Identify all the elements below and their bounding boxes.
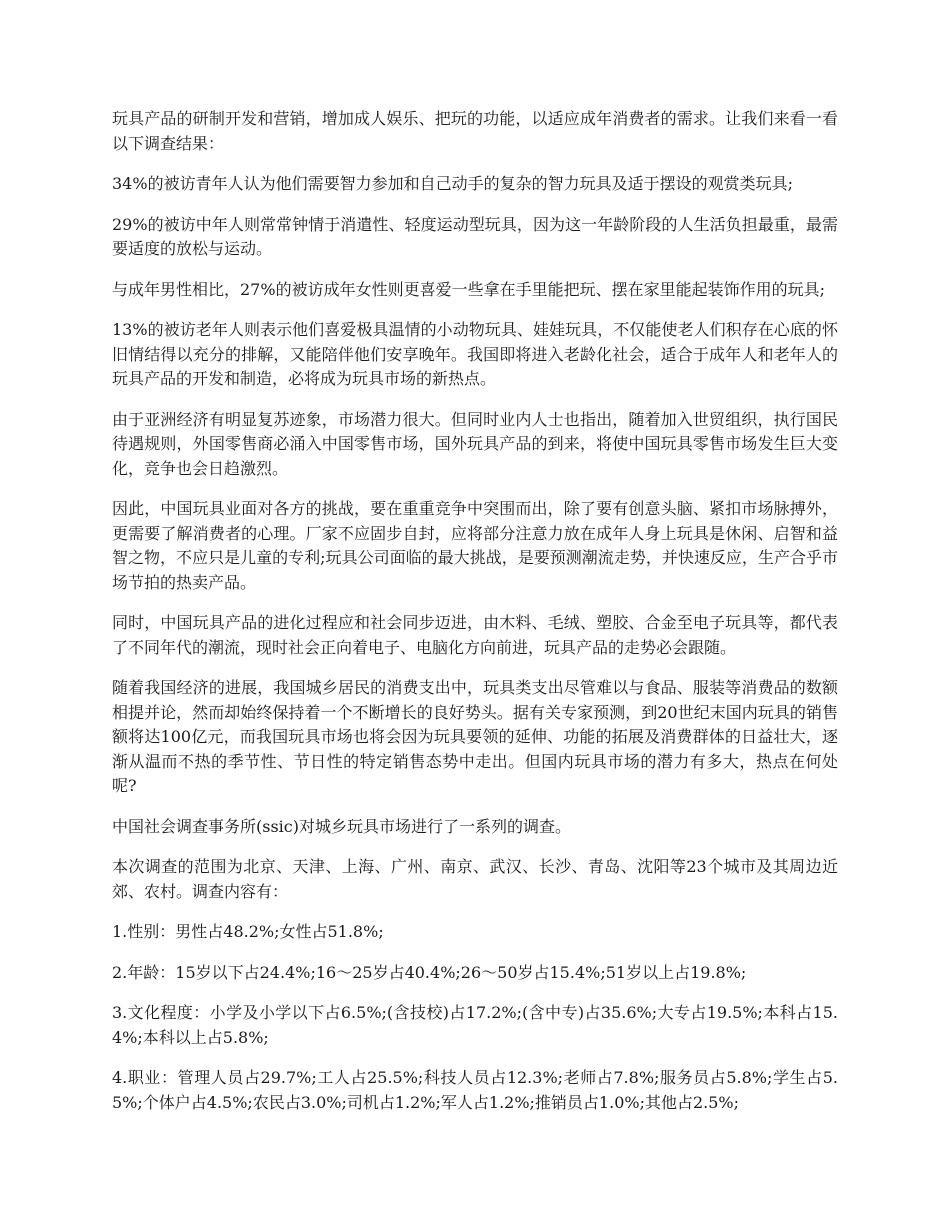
paragraph-9: 随着我国经济的进展，我国城乡居民的消费支出中，玩具类支出尽管难以与食品、服装等消费品的数额相提并论，然而却始终保持着一个不断增长的良好势头。据有关专家预测，到20世纪末国内玩具的销售额将达100亿元，而我国玩具市场也将会因为玩具要领的延伸、功能的拓展及消费群体的日益壮大，逐渐从温而不热的季节性、节日性的特定销售态势中走出。但国内玩具市场的潜力有多大，热点在何处呢?: [112, 678, 838, 795]
paragraph-6: 由于亚洲经济有明显复苏迹象，市场潜力很大。但同时业内人士也指出，随着加入世贸组织，执行国民待遇规则，外国零售商必涌入中国零售市场，国外玩具产品的到来，将使中国玩具零售市场发生巨大变化，竞争也会日趋激烈。: [112, 409, 838, 478]
paragraph-2: 34%的被访青年人认为他们需要智力参加和自己动手的复杂的智力玩具及适于摆设的观赏类玩具;: [112, 174, 793, 193]
list-item-age: 2.年龄：15岁以下占24.4%;16～25岁占40.4%;26～50岁占15.4%;51岁以上占19.8%;: [112, 962, 747, 982]
list-item-gender: 1.性别：男性占48.2%;女性占51.8%;: [112, 922, 384, 941]
paragraph-3: 29%的被访中年人则常常钟情于消遣性、轻度运动型玩具，因为这一年龄阶段的人生活负担最重，最需要适度的放松与运动。: [112, 214, 838, 258]
paragraph-7: 因此，中国玩具业面对各方的挑战，要在重重竞争中突围而出，除了要有创意头脑、紧扣市场脉搏外，更需要了解消费者的心理。厂家不应固步自封，应将部分注意力放在成年人身上玩具是休闲、启智和益智之物，不应只是儿童的专利;玩具公司面临的最大挑战，是要预测潮流走势，并快速反应，生产合乎市场节拍的热卖产品。: [112, 499, 838, 592]
list-item-education: 3.文化程度：小学及小学以下占6.5%;(含技校)占17.2%;(含中专)占35.6%;大专占19.5%;本科占15.4%;本科以上占5.8%;: [112, 1003, 838, 1047]
paragraph-11: 本次调查的范围为北京、天津、上海、广州、南京、武汉、长沙、青岛、沈阳等23个城市及其周边近郊、农村。调查内容有：: [112, 857, 838, 901]
paragraph-1: 玩具产品的研制开发和营销，增加成人娱乐、把玩的功能，以适应成年消费者的需求。让我们来看一看以下调查结果：: [112, 109, 838, 153]
paragraph-5: 13%的被访老年人则表示他们喜爱极具温情的小动物玩具、娃娃玩具，不仅能使老人们积存在心底的怀旧情结得以充分的排解，又能陪伴他们安享晚年。我国即将进入老龄化社会，适合于成年人和老年人的玩具产品的开发和制造，必将成为玩具市场的新热点。: [112, 320, 838, 388]
paragraph-4: 与成年男性相比，27%的被访成年女性则更喜爱一些拿在手里能把玩、摆在家里能起装饰作用的玩具;: [112, 279, 825, 299]
paragraph-10: 中国社会调查事务所(ssic)对城乡玩具市场进行了一系列的调查。: [112, 816, 571, 836]
list-item-occupation: 4.职业：管理人员占29.7%;工人占25.5%;科技人员占12.3%;老师占7.8%;服务员占5.8%;学生占5.5%;个体户占4.5%;农民占3.0%;司机占1.2%;军人占1.2%;推销员占1.0%;其他占2.5%;: [112, 1068, 838, 1112]
paragraph-8: 同时，中国玩具产品的进化过程应和社会同步迈进，由木料、毛绒、塑胶、合金至电子玩具等，都代表了不同年代的潮流，现时社会正向着电子、电脑化方向前进，玩具产品的走势必会跟随。: [112, 613, 838, 657]
